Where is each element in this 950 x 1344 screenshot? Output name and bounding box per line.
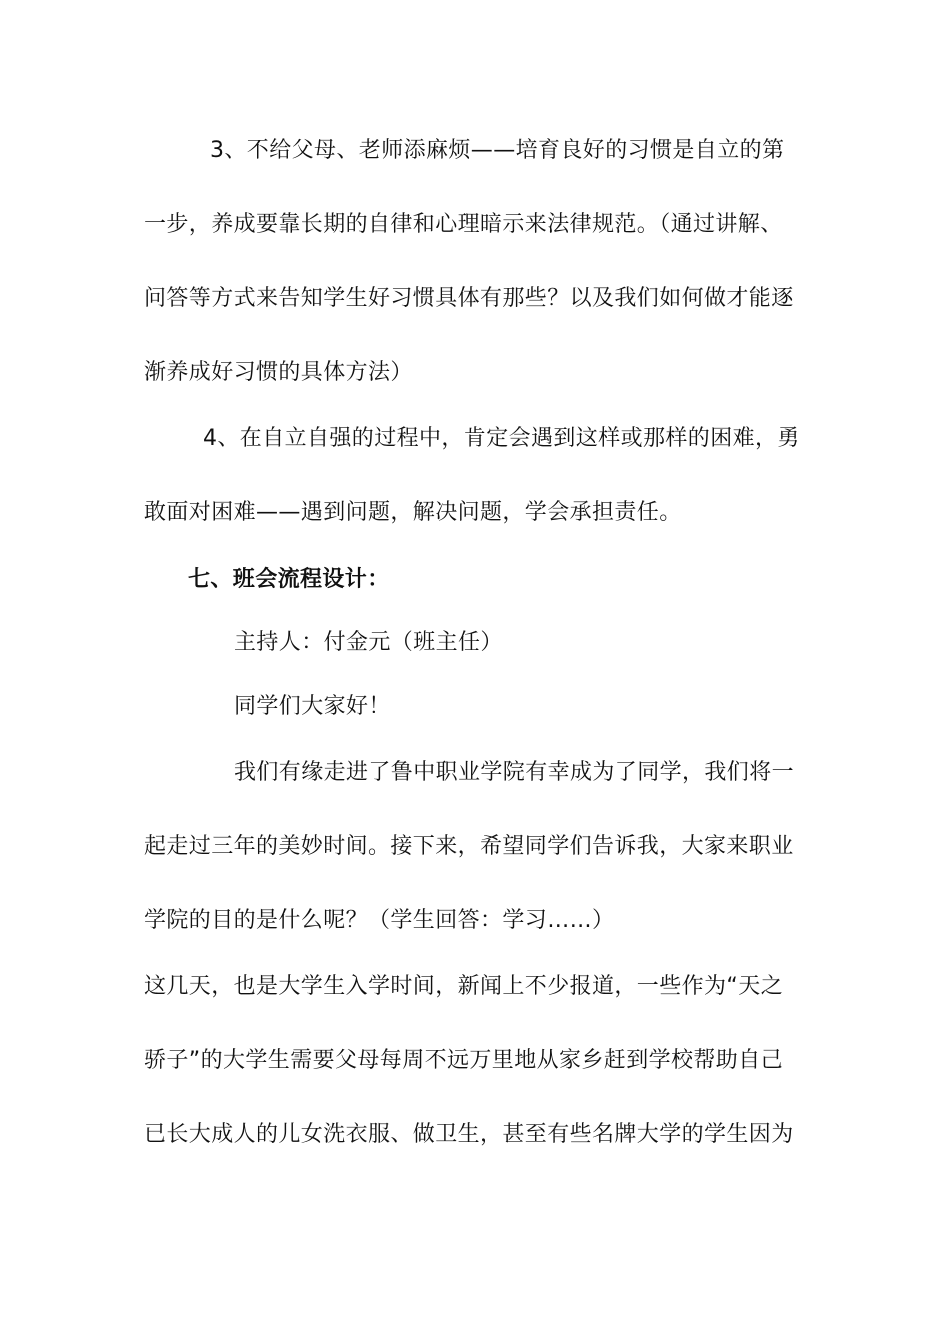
news-line-1: 这几天，也是大学生入学时间，新闻上不少报道，一些作为“天之 [144, 974, 783, 999]
host-line: 主持人：付金元（班主任） [234, 630, 503, 655]
section-heading: 七、班会流程设计： [188, 567, 390, 592]
paragraph-4-line-1: 4、在自立自强的过程中，肯定会遇到这样或那样的困难，勇 [203, 426, 800, 451]
intro-line-3: 学院的目的是什么呢？（学生回答：学习……） [144, 908, 615, 933]
news-line-3: 已长大成人的儿女洗衣服、做卫生，甚至有些名牌大学的学生因为 [144, 1122, 794, 1147]
paragraph-3-line-1: 3、不给父母、老师添麻烦——培育良好的习惯是自立的第 [210, 138, 785, 163]
paragraph-3-line-4: 渐养成好习惯的具体方法） [144, 360, 413, 385]
paragraph-4-line-2: 敢面对困难——遇到问题，解决问题，学会承担责任。 [144, 500, 682, 525]
paragraph-3-line-3: 问答等方式来告知学生好习惯具体有那些？以及我们如何做才能逐 [144, 286, 794, 311]
intro-line-1: 我们有缘走进了鲁中职业学院有幸成为了同学，我们将一 [234, 760, 795, 785]
intro-line-2: 起走过三年的美妙时间。接下来，希望同学们告诉我，大家来职业 [144, 834, 794, 859]
news-line-2: 骄子”的大学生需要父母每周不远万里地从家乡赶到学校帮助自己 [144, 1048, 783, 1073]
greeting-line: 同学们大家好！ [234, 694, 391, 719]
paragraph-3-line-2: 一步，养成要靠长期的自律和心理暗示来法律规范。（通过讲解、 [144, 212, 783, 237]
